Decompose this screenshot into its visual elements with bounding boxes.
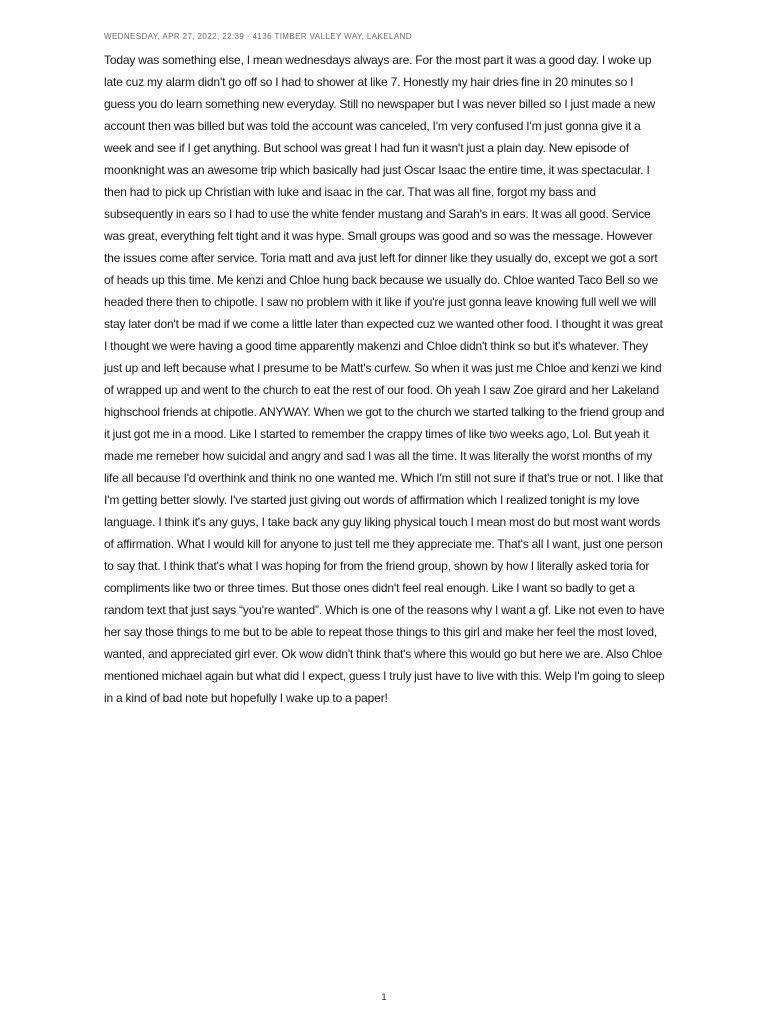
entry-body-text: Today was something else, I mean wednesdays always are. For the most part it was a good day. I woke up late cuz my alarm didn't go off so I had to shower at like 7. Honestly my hair dries fine in 20 minutes so I guess you do learn something new everyday. Still no newspaper but I was never billed so I just made a new account then was billed but was told the account was canceled, I'm very confused I'm just gonna give it a week and see if I get anything. But school was great I had fun it wasn't just a plain day. New episode of moonknight was an awesome trip which basically had just Oscar Isaac the entire time, it was spectacular. I then had to pick up Christian with luke and isaac in the car. That was all fine, forgot my bass and subsequently in ears so I had to use the white fender mustang and Sarah's in ears. It was all good. Service was great, everything felt tight and it was hype. Small groups was good and so was the message. However the issues come after service. Toria matt and ava just left for dinner like they usually do, except we got a sort of heads up this time. Me kenzi and Chloe hung back because we usually do. Chloe wanted Taco Bell so we headed there then to chipotle. I saw no problem with it like if you're just gonna leave knowing full well we will stay later don't be mad if we come a little later than expected cuz we wanted other food. I thought it was great I thought we were having a good time apparently makenzi and Chloe didn't think so but it's whatever. They just up and left because what I presume to be Matt's curfew. So when it was just me Chloe and kenzi we kind of wrapped up and went to the church to eat the rest of our food. Oh yeah I saw Zoe girard and her Lakeland highschool friends at chipotle. ANYWAY. When we got to the church we started talking to the friend group and it just got me in a mood. Like I started to remember the crappy times of like two weeks ago, Lol. But yeah it made me remeber how suicidal and angry and sad I was all the time. It was literally the worst months of my life all because I'd overthink and think no one wanted me. Which I'm still not sure if that's true or not. I like that I'm getting better slowly. I've started just giving out words of affirmation which I realized tonight is my love language. I think it's any guys, I take back any guy liking physical touch I mean most do but most want words of affirmation. What I would kill for anyone to just tell me they appreciate me. That's all I want, just one person to say that. I think that's what I was hoping for from the friend group, shown by how I literally asked toria for compliments like two or three times. But those ones didn't feel real enough. Like I want so badly to get a random text that just says “you're wanted”. Which is one of the reasons why I want a gf. Like not even to have her say those things to me but to be able to repeat those things to this girl and make her feel the most loved, wanted, and appreciated girl ever. Ok wow didn't think that's where this would go but here we are. Also Chloe mentioned michael again but what did I expect, guess I truly just have to live with this. Welp I'm going to sleep in a kind of bad note but hopefully I wake up to a paper! xyxy=(104,53,665,705)
entry-date-location: WEDNESDAY, APR 27, 2022, 22:39 · 4136 TIMBER VALLEY WAY, LAKELAND xyxy=(104,32,412,41)
page-number: 1 xyxy=(381,992,387,1002)
